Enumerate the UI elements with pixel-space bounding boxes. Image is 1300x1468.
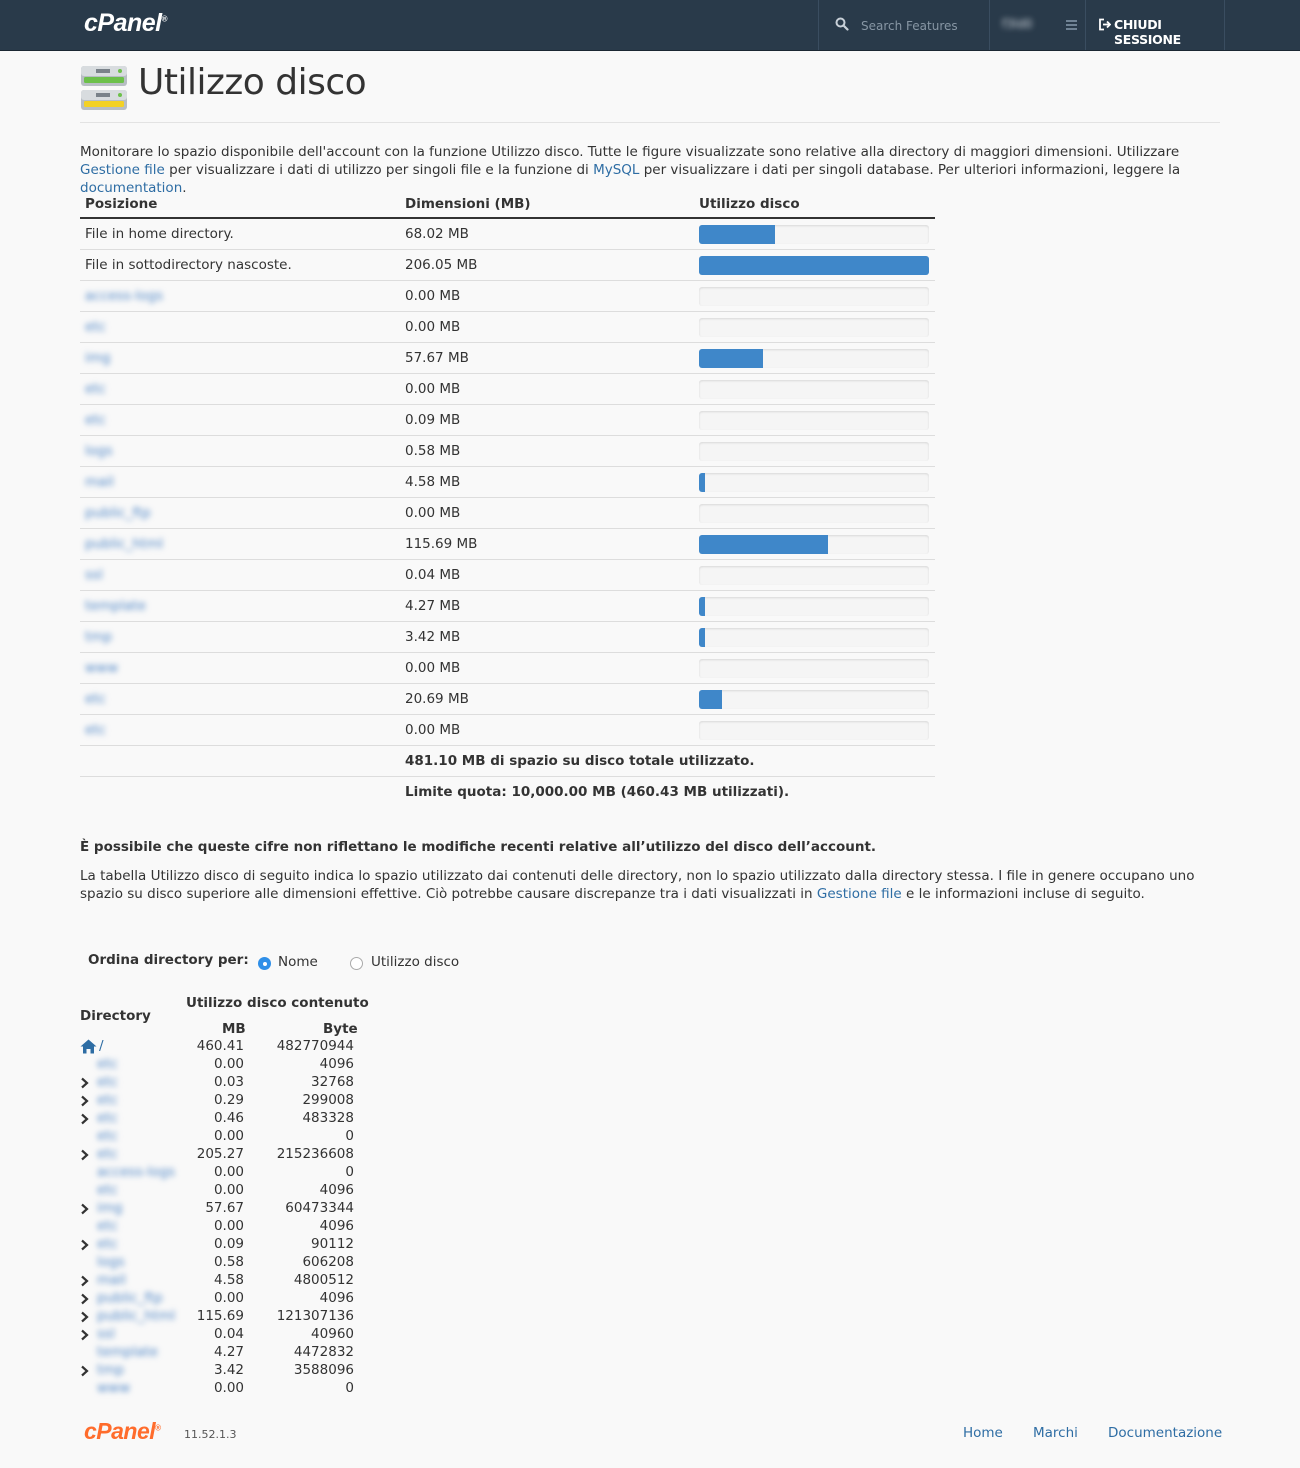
row-size: 0.09 MB: [400, 405, 694, 436]
usage-bar: [699, 628, 929, 647]
file-manager-link[interactable]: Gestione file: [80, 162, 165, 178]
total-row: [80, 746, 935, 777]
row-position[interactable]: [80, 343, 400, 374]
usage-bar-fill: [699, 349, 763, 368]
row-position: [80, 218, 400, 250]
directory-list: [80, 1038, 360, 1398]
sort-by-usage-radio[interactable]: [350, 957, 363, 970]
row-position-label: etc: [85, 381, 107, 397]
version-number: 11.52.1.3: [184, 1428, 237, 1441]
intro-text: [80, 143, 1220, 197]
notice-title: È possibile che queste cifre non riflettano le modifiche recenti relative all’utilizzo del disco dell’account.: [80, 839, 877, 855]
table-row: [80, 467, 935, 498]
directory-name[interactable]: img: [97, 1200, 123, 1216]
directory-mb: 0.00: [213, 1128, 244, 1144]
row-position[interactable]: [80, 312, 400, 343]
directory-row: [80, 1200, 360, 1218]
directory-mb: 0.03: [213, 1074, 244, 1090]
directory-bytes: 215236608: [276, 1146, 354, 1162]
row-usage: [694, 653, 935, 684]
table-row: [80, 560, 935, 591]
usage-bar-fill: [699, 628, 705, 647]
directory-name[interactable]: etc: [97, 1074, 119, 1090]
row-size: 0.00 MB: [400, 653, 694, 684]
title-divider: [80, 122, 1220, 123]
directory-mb: 0.00: [213, 1218, 244, 1234]
sort-label: Ordina directory per:: [88, 952, 249, 968]
directory-name[interactable]: etc: [97, 1236, 119, 1252]
disk-usage-icon: [80, 64, 128, 112]
directory-bytes: 483328: [302, 1110, 354, 1126]
directory-bytes: 4096: [319, 1182, 354, 1198]
directory-mb: 0.00: [213, 1380, 244, 1396]
chevron-right-icon[interactable]: [80, 1203, 89, 1215]
usage-bar: [699, 225, 929, 244]
row-position[interactable]: [80, 405, 400, 436]
root-directory-link[interactable]: /: [99, 1038, 104, 1054]
directory-mb: 0.00: [213, 1290, 244, 1306]
usage-bar: [699, 380, 929, 399]
footer-link-trademarks[interactable]: Marchi: [1033, 1425, 1078, 1441]
column-header-bytes: Byte: [323, 1021, 358, 1037]
chevron-right-icon[interactable]: [80, 1275, 89, 1287]
row-position: [80, 250, 400, 281]
usage-bar-fill: [699, 256, 929, 275]
directory-mb: 0.46: [213, 1110, 244, 1126]
directory-bytes: 4096: [319, 1218, 354, 1234]
total-usage-text: 481.10 MB di spazio su disco totale utilizzato.: [400, 746, 935, 777]
page-title: Utilizzo disco: [138, 62, 367, 103]
column-header-size: Dimensioni (MB): [400, 190, 694, 218]
directory-bytes: 0: [345, 1164, 354, 1180]
table-row: [80, 529, 935, 560]
directory-mb: 0.00: [213, 1164, 244, 1180]
row-usage: [694, 560, 935, 591]
row-position[interactable]: [80, 715, 400, 746]
directory-row: [80, 1146, 360, 1164]
usage-bar-fill: [699, 225, 775, 244]
directory-row: [80, 1128, 360, 1146]
table-row: [80, 218, 935, 250]
intro-text-part: .: [182, 180, 187, 196]
table-row: [80, 312, 935, 343]
directory-bytes: 32768: [311, 1074, 354, 1090]
column-header-mb: MB: [222, 1021, 246, 1037]
row-position-label: public_html: [85, 536, 164, 552]
usage-bar: [699, 597, 929, 616]
row-position-label: img: [85, 350, 111, 366]
directory-mb: 0.29: [213, 1092, 244, 1108]
row-position-label: mail: [85, 474, 114, 490]
usage-bar-fill: [699, 597, 705, 616]
usage-bar: [699, 721, 929, 740]
row-size: 0.00 MB: [400, 498, 694, 529]
row-usage: [694, 281, 935, 312]
directory-mb: 0.58: [213, 1254, 244, 1270]
usage-bar: [699, 535, 929, 554]
row-position-label: template: [85, 598, 146, 614]
directory-bytes: 90112: [311, 1236, 354, 1252]
row-usage: [694, 622, 935, 653]
column-header-usage: Utilizzo disco: [694, 190, 935, 218]
directory-row: [80, 1164, 360, 1182]
directory-bytes: 121307136: [276, 1308, 354, 1324]
cpanel-logo-text: cPanel: [84, 9, 162, 37]
directory-name[interactable]: mail: [97, 1272, 126, 1288]
row-size: 115.69 MB: [400, 529, 694, 560]
row-position-label: ssl: [85, 567, 103, 583]
directory-row: [80, 1110, 360, 1128]
mysql-link[interactable]: MySQL: [593, 162, 640, 178]
chevron-right-icon[interactable]: [80, 1239, 89, 1251]
top-navigation-bar: [0, 0, 1300, 51]
table-row: [80, 436, 935, 467]
row-position[interactable]: [80, 281, 400, 312]
row-size: 4.27 MB: [400, 591, 694, 622]
usage-bar: [699, 318, 929, 337]
usage-bar: [699, 349, 929, 368]
row-usage: [694, 250, 935, 281]
logout-label: CHIUDI SESSIONE: [1114, 17, 1181, 47]
row-position-label: etc: [85, 319, 107, 335]
directory-mb: 57.67: [205, 1200, 244, 1216]
directory-row: [80, 1344, 360, 1362]
row-position-label: File in sottodirectory nascoste.: [85, 257, 292, 273]
usage-bar: [699, 256, 929, 275]
directory-name[interactable]: logs: [97, 1254, 125, 1270]
directory-row: [80, 1272, 360, 1290]
directory-row: [80, 1056, 360, 1074]
row-usage: [694, 591, 935, 622]
directory-bytes: 3588096: [293, 1362, 354, 1378]
column-header-position: Posizione: [80, 190, 400, 218]
directory-bytes: 606208: [302, 1254, 354, 1270]
chevron-right-icon[interactable]: [80, 1095, 89, 1107]
row-position[interactable]: [80, 684, 400, 715]
directory-mb: 115.69: [196, 1308, 244, 1324]
row-position[interactable]: [80, 560, 400, 591]
row-size: 3.42 MB: [400, 622, 694, 653]
directory-mb: 3.42: [213, 1362, 244, 1378]
usage-bar: [699, 690, 929, 709]
directory-mb: 0.09: [213, 1236, 244, 1252]
row-position[interactable]: [80, 622, 400, 653]
sort-by-name-radio[interactable]: [258, 957, 271, 970]
row-usage: [694, 312, 935, 343]
directory-row: [80, 1290, 360, 1308]
column-header-directory: Directory: [80, 1008, 151, 1024]
row-position-label: etc: [85, 722, 107, 738]
column-header-content-usage: Utilizzo disco contenuto: [186, 995, 369, 1011]
directory-name[interactable]: public_ftp: [97, 1290, 163, 1306]
table-header-row: [80, 190, 935, 218]
row-position-label: etc: [85, 412, 107, 428]
directory-name[interactable]: etc: [97, 1182, 119, 1198]
row-size: 0.04 MB: [400, 560, 694, 591]
user-menu[interactable]: [989, 0, 1086, 50]
sort-by-usage-label[interactable]: Utilizzo disco: [371, 954, 460, 970]
directory-bytes: 4472832: [293, 1344, 354, 1360]
directory-name[interactable]: template: [97, 1344, 158, 1360]
directory-bytes: 60473344: [285, 1200, 354, 1216]
directory-row: [80, 1182, 360, 1200]
row-size: 0.00 MB: [400, 281, 694, 312]
directory-mb: 0.00: [213, 1182, 244, 1198]
chevron-right-icon[interactable]: [80, 1149, 89, 1161]
search-icon: [835, 17, 849, 31]
directory-bytes: 40960: [311, 1326, 354, 1342]
row-position-label: etc: [85, 691, 107, 707]
row-position-label: access-logs: [85, 288, 163, 304]
documentation-link[interactable]: documentation: [80, 180, 183, 196]
row-position[interactable]: [80, 591, 400, 622]
intro-text-part: per visualizzare i dati per singoli database. Per ulteriori informazioni, leggere la: [639, 162, 1181, 178]
quota-row: [80, 777, 935, 808]
row-position-label: logs: [85, 443, 113, 459]
chevron-right-icon[interactable]: [80, 1311, 89, 1323]
row-position[interactable]: [80, 467, 400, 498]
usage-bar: [699, 566, 929, 585]
table-row: [80, 250, 935, 281]
footer-link-documentation[interactable]: Documentazione: [1108, 1425, 1223, 1441]
row-usage: [694, 467, 935, 498]
directory-mb: 460.41: [196, 1038, 244, 1054]
row-size: 0.00 MB: [400, 312, 694, 343]
usage-bar: [699, 504, 929, 523]
row-usage: [694, 684, 935, 715]
table-row: [80, 281, 935, 312]
logout-button[interactable]: [1085, 0, 1225, 50]
directory-name[interactable]: tmp: [97, 1362, 125, 1378]
usage-bar: [699, 659, 929, 678]
usage-bar-fill: [699, 473, 705, 492]
home-icon[interactable]: [80, 1039, 97, 1054]
table-row: [80, 653, 935, 684]
chevron-right-icon[interactable]: [80, 1293, 89, 1305]
row-position[interactable]: [80, 653, 400, 684]
directory-row: [80, 1236, 360, 1254]
directory-name[interactable]: access-logs: [97, 1164, 175, 1180]
directory-row: [80, 1092, 360, 1110]
row-position[interactable]: [80, 529, 400, 560]
table-row: [80, 684, 935, 715]
directory-bytes: 4096: [319, 1290, 354, 1306]
row-usage: [694, 436, 935, 467]
row-usage: [694, 374, 935, 405]
directory-bytes: 482770944: [276, 1038, 354, 1054]
directory-mb: 4.27: [213, 1344, 244, 1360]
notice-text-part: e le informazioni incluse di seguito.: [901, 886, 1145, 902]
row-position[interactable]: [80, 436, 400, 467]
footer-link-home[interactable]: Home: [963, 1425, 1003, 1441]
file-manager-link[interactable]: Gestione file: [816, 886, 902, 902]
directory-name[interactable]: etc: [97, 1128, 119, 1144]
directory-mb: 4.58: [213, 1272, 244, 1288]
row-position-label: tmp: [85, 629, 113, 645]
row-position[interactable]: [80, 498, 400, 529]
directory-name[interactable]: ssl: [97, 1326, 115, 1342]
usage-bar-fill: [699, 690, 722, 709]
row-size: 0.00 MB: [400, 715, 694, 746]
directory-bytes: 4096: [319, 1056, 354, 1072]
directory-bytes: 299008: [302, 1092, 354, 1108]
row-usage: [694, 343, 935, 374]
directory-name[interactable]: public_html: [97, 1308, 176, 1324]
row-usage: [694, 405, 935, 436]
notice-text: [80, 867, 1220, 903]
directory-row: [80, 1326, 360, 1344]
table-row: [80, 343, 935, 374]
intro-text-part: Monitorare lo spazio disponibile dell'account con la funzione Utilizzo disco. Tutte le figure visualizzate sono relative alla directory di maggiori dimensioni. Utilizzare: [80, 144, 1180, 160]
row-size: 68.02 MB: [400, 218, 694, 250]
directory-name[interactable]: etc: [97, 1146, 119, 1162]
chevron-right-icon[interactable]: [80, 1077, 89, 1089]
cpanel-footer-logo-text: cPanel: [84, 1418, 156, 1444]
table-row: [80, 715, 935, 746]
table-row: [80, 622, 935, 653]
row-size: 20.69 MB: [400, 684, 694, 715]
row-position-label: www: [85, 660, 119, 676]
quota-text: Limite quota: 10,000.00 MB (460.43 MB utilizzati).: [405, 784, 790, 800]
menu-icon: [1066, 19, 1077, 30]
search-features: [818, 0, 989, 50]
table-row: [80, 405, 935, 436]
row-size: 57.67 MB: [400, 343, 694, 374]
directory-row: [80, 1218, 360, 1236]
row-usage: [694, 715, 935, 746]
usage-bar: [699, 411, 929, 430]
directory-row: [80, 1380, 360, 1398]
row-size: 4.58 MB: [400, 467, 694, 498]
directory-mb: 205.27: [196, 1146, 244, 1162]
directory-row: [80, 1362, 360, 1380]
cpanel-footer-logo: cPanel®: [84, 1418, 161, 1444]
directory-name[interactable]: etc: [97, 1056, 119, 1072]
sort-by-name-label[interactable]: Nome: [278, 954, 318, 970]
cpanel-logo[interactable]: cPanel®: [84, 9, 168, 37]
chevron-right-icon[interactable]: [80, 1329, 89, 1341]
directory-name[interactable]: www: [97, 1380, 131, 1396]
usage-bar-fill: [699, 535, 828, 554]
directory-name[interactable]: etc: [97, 1110, 119, 1126]
intro-text-part: per visualizzare i dati di utilizzo per singoli file e la funzione di: [164, 162, 594, 178]
row-position-label: public_ftp: [85, 505, 151, 521]
table-row: [80, 374, 935, 405]
user-name: f3ld0: [1002, 17, 1033, 31]
usage-bar: [699, 473, 929, 492]
table-row: [80, 498, 935, 529]
chevron-right-icon[interactable]: [80, 1113, 89, 1125]
directory-bytes: 0: [345, 1128, 354, 1144]
directory-name[interactable]: etc: [97, 1092, 119, 1108]
row-usage: [694, 529, 935, 560]
directory-row: [80, 1074, 360, 1092]
table-row: [80, 591, 935, 622]
search-features-input[interactable]: [859, 13, 983, 39]
row-size: 206.05 MB: [400, 250, 694, 281]
row-position-label: File in home directory.: [85, 226, 234, 242]
row-position[interactable]: [80, 374, 400, 405]
directory-mb: 0.00: [213, 1056, 244, 1072]
directory-mb: 0.04: [213, 1326, 244, 1342]
row-size: 0.00 MB: [400, 374, 694, 405]
notice-text-part: La tabella Utilizzo disco di seguito indica lo spazio utilizzato dai contenuti delle directory, non lo spazio utilizzato dalla directory stessa. I file in genere occupano uno spazio su disco superiore alle dimensioni effettive. Ciò potrebbe causare discrepanze tra i dati visualizzati in: [80, 868, 1195, 902]
chevron-right-icon[interactable]: [80, 1365, 89, 1377]
usage-bar: [699, 287, 929, 306]
disk-usage-table: [80, 190, 935, 807]
directory-bytes: 4800512: [293, 1272, 354, 1288]
row-size: 0.58 MB: [400, 436, 694, 467]
directory-name[interactable]: etc: [97, 1218, 119, 1234]
directory-row: [80, 1254, 360, 1272]
logout-icon: [1098, 18, 1111, 31]
directory-bytes: 0: [345, 1380, 354, 1396]
usage-bar: [699, 442, 929, 461]
directory-row: [80, 1308, 360, 1326]
row-usage: [694, 218, 935, 250]
directory-row-root: [80, 1038, 360, 1056]
row-usage: [694, 498, 935, 529]
